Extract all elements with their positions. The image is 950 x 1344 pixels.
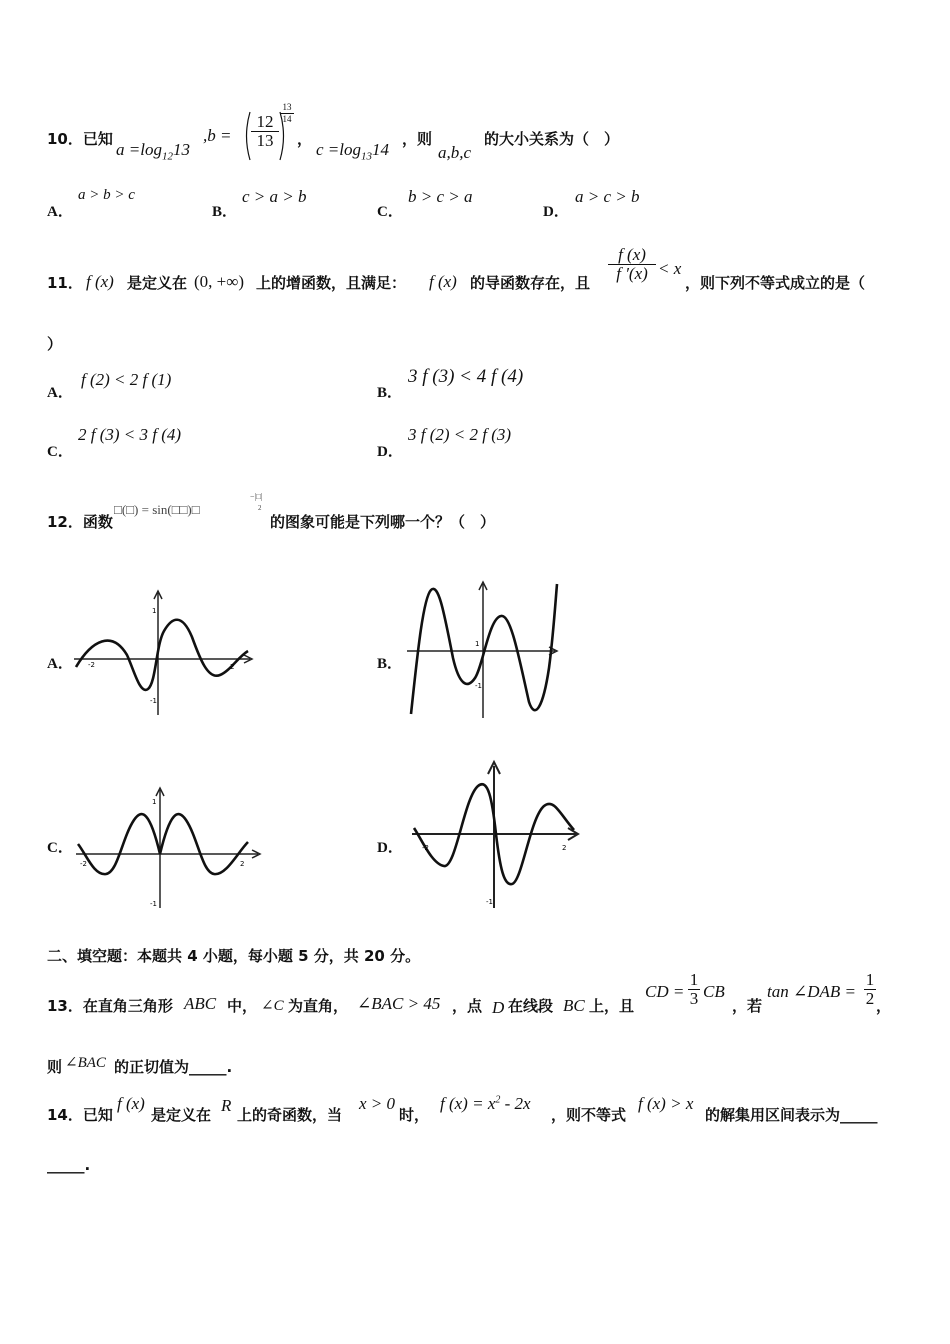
graph-d[interactable] — [408, 758, 588, 918]
q13-answer-blank[interactable]: 的正切值为_____. — [114, 1058, 233, 1076]
q11-option-c: 2 f (3) < 3 f (4) — [78, 425, 182, 444]
q11-option-d: 3 f (2) < 2 f (3) — [408, 425, 512, 444]
q11-close: ） — [47, 335, 63, 353]
q11-option-a: f (2) < 2 f (1) — [81, 370, 172, 389]
graph-a[interactable] — [72, 585, 262, 720]
q12-number: 12．函数 — [47, 513, 113, 531]
svg-text:2: 2 — [562, 844, 567, 852]
q14-number: 14．已知 — [47, 1106, 113, 1124]
q13-point-d: D — [492, 998, 505, 1017]
svg-text:2: 2 — [240, 860, 245, 868]
svg-text:1: 1 — [475, 640, 480, 648]
q11-fx2: f (x) — [429, 272, 457, 291]
q13-text-4: ，点 — [452, 997, 483, 1015]
section-2-title: 二、填空题：本题共 4 小题，每小题 5 分，共 20 分。 — [47, 947, 421, 965]
q13-line2-angle: ∠BAC — [65, 1055, 106, 1071]
q10-c-expr: $c =\log_{13}14$ — [316, 140, 389, 163]
q10-then: ，则 — [402, 130, 433, 148]
q10-tail: 的大小关系为（ ） — [484, 130, 620, 148]
q13-angle-c: ∠C — [261, 998, 284, 1014]
q11-fraction: $\frac{f (x)}{f '(x)}$ — [608, 246, 656, 283]
q12-exponent-den: 2 — [258, 504, 262, 512]
q13-one-half: $\frac{1}{2}$ — [865, 970, 875, 1008]
q13-cb: CB — [703, 982, 725, 1001]
q13-bc: BC — [563, 996, 585, 1015]
q10-option-d: a > c > b — [575, 187, 640, 206]
q11-interval: (0, +∞) — [194, 272, 245, 291]
q13-line2-lead: 则 — [47, 1058, 63, 1076]
q11-text-4: ，则下列不等式成立的是（ — [685, 274, 866, 292]
q10-b-prefix: ,b = — [203, 126, 232, 145]
q13-text-7: ，若 — [732, 997, 763, 1015]
q13-text-5: 在线段 — [508, 997, 554, 1015]
q14-inequality: f (x) > x — [638, 1094, 694, 1113]
q13-text-3: 为直角， — [288, 997, 349, 1015]
q13-text-6: 上，且 — [589, 997, 635, 1015]
svg-text:-1: -1 — [486, 898, 493, 906]
q10-comma: ， — [297, 130, 313, 148]
q12-option-b-label[interactable]: B． — [377, 656, 403, 672]
graph-c[interactable] — [72, 782, 267, 912]
q11-option-b: 3 f (3) < 4 f (4) — [408, 366, 524, 387]
q11-fx: f (x) — [86, 272, 114, 291]
q14-fx: f (x) — [117, 1094, 145, 1113]
q14-text-3: 时， — [399, 1106, 430, 1124]
q11-number: 11． — [47, 274, 83, 292]
q10-a-expr: $a =\log_{12}13$ — [116, 140, 190, 163]
q11-option-a-label[interactable]: A． — [47, 385, 73, 401]
svg-text:-1: -1 — [150, 697, 157, 705]
q12-option-a-label[interactable]: A． — [47, 656, 73, 672]
q13-abc: ABC — [184, 994, 217, 1013]
q10-option-a: a > b > c — [78, 187, 135, 203]
q10-option-d-label[interactable]: D． — [543, 204, 569, 220]
q10-option-b-label[interactable]: B． — [212, 204, 238, 220]
q14-text-1: 是定义在 — [151, 1106, 212, 1124]
q10-option-c: b > c > a — [408, 187, 473, 206]
q12-formula: □(□) = sin(□□)□ — [114, 502, 200, 517]
q13-text-2: 中， — [227, 997, 258, 1015]
q13-angle-bac: ∠BAC > 45 — [357, 994, 441, 1013]
q10-option-c-label[interactable]: C． — [377, 204, 403, 220]
q12-tail: 的图象可能是下列哪一个？（ ） — [270, 513, 496, 531]
q13-one-third: $\frac{1}{3}$ — [689, 970, 699, 1008]
q11-text-2: 上的增函数，且满足： — [256, 274, 407, 292]
svg-text:2: 2 — [230, 663, 235, 671]
q11-option-b-label[interactable]: B． — [377, 385, 403, 401]
q12-option-d-label[interactable]: D． — [377, 840, 403, 856]
q12-option-c-label[interactable]: C． — [47, 840, 73, 856]
q10-option-b: c > a > b — [242, 187, 307, 206]
q13-number: 13．在直角三角形 — [47, 997, 173, 1015]
q11-option-c-label[interactable]: C． — [47, 444, 73, 460]
svg-text:-2: -2 — [88, 661, 95, 669]
q13-cd: CD = — [645, 982, 685, 1001]
q14-fdef: f $(x) = x^2 - 2x$ — [440, 1094, 531, 1113]
q11-option-d-label[interactable]: D． — [377, 444, 403, 460]
q14-answer-blank-2[interactable]: _____. — [47, 1156, 91, 1174]
graph-b[interactable] — [405, 578, 565, 720]
q12-exponent: −|□| — [250, 492, 263, 501]
svg-text:-1: -1 — [475, 682, 482, 690]
q14-condition: x > 0 — [359, 1094, 396, 1113]
q13-end: ， — [876, 997, 892, 1015]
q14-text-2: 上的奇函数，当 — [237, 1106, 343, 1124]
q13-tan: tan ∠DAB = — [767, 982, 856, 1001]
q11-text-3: 的导函数存在，且 — [470, 274, 591, 292]
q10-vars: a,b,c — [438, 143, 472, 162]
q10-option-a-label[interactable]: A． — [47, 204, 73, 220]
svg-text:-2: -2 — [80, 860, 87, 868]
q11-text-1: 是定义在 — [127, 274, 188, 292]
svg-text:-1: -1 — [150, 900, 157, 908]
svg-text:-2: -2 — [422, 844, 429, 852]
svg-text:1: 1 — [152, 607, 157, 615]
q14-r: R — [221, 1096, 232, 1115]
q11-lt-x: < x — [658, 259, 682, 278]
q14-answer-blank[interactable]: 的解集用区间表示为_____ — [705, 1106, 878, 1124]
q10-number: 10．已知 — [47, 130, 113, 148]
q14-text-4: ，则不等式 — [551, 1106, 627, 1124]
svg-text:1: 1 — [152, 798, 157, 806]
